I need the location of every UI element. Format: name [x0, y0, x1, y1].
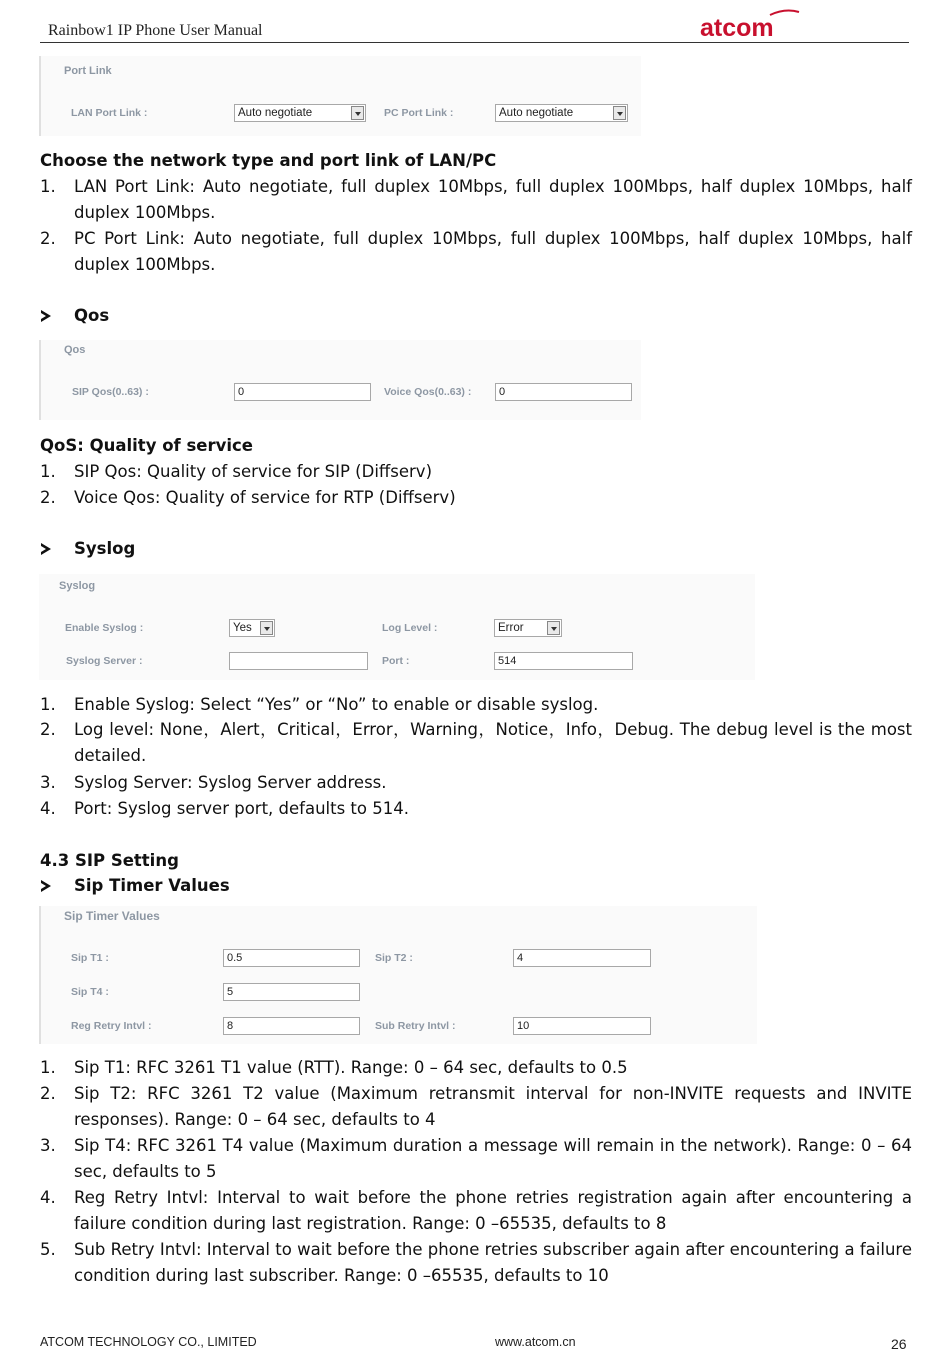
lan-port-link-value: Auto negotiate: [238, 107, 313, 119]
list-number: 3.: [40, 1136, 56, 1155]
list-number: 2.: [40, 229, 56, 248]
chevron-down-icon[interactable]: [351, 106, 364, 120]
sip-t2-input[interactable]: 4: [513, 949, 651, 967]
voice-qos-label: Voice Qos(0..63) :: [384, 386, 472, 398]
list-item: PC Port Link: Auto negotiate, full duplex 10Mbps, full duplex 100Mbps, half duplex 10Mbps, half duplex 100Mbps.: [74, 229, 912, 274]
panel-title: Sip Timer Values: [64, 909, 160, 923]
sip-timer-panel: [39, 906, 757, 1044]
qos-description-heading: QoS: Quality of service: [40, 436, 253, 455]
sip-t1-label: Sip T1 :: [71, 952, 109, 964]
chevron-down-icon[interactable]: [547, 621, 560, 635]
list-number: 5.: [40, 1240, 56, 1259]
bullet-arrow-icon: [41, 880, 51, 892]
sip-timer-heading: Sip Timer Values: [74, 876, 230, 895]
syslog-port-input[interactable]: 514: [494, 652, 633, 670]
sub-retry-input[interactable]: 10: [513, 1017, 651, 1035]
list-item: Sip T4: RFC 3261 T4 value (Maximum duration a message will remain in the network). Range: 0 – 64 sec, defaults to 5: [74, 1136, 912, 1181]
enable-syslog-select[interactable]: [229, 619, 275, 637]
port-link-panel: [39, 56, 641, 136]
list-item: Voice Qos: Quality of service for RTP (Diffserv): [74, 488, 456, 507]
reg-retry-input[interactable]: 8: [223, 1017, 360, 1035]
sub-retry-label: Sub Retry Intvl :: [375, 1020, 456, 1032]
syslog-panel: [39, 574, 755, 680]
lan-port-link-label: LAN Port Link :: [71, 107, 148, 119]
port-link-heading: Choose the network type and port link of LAN/PC: [40, 151, 497, 170]
log-level-value: Error: [498, 622, 524, 634]
voice-qos-input[interactable]: 0: [495, 383, 632, 401]
list-item: Syslog Server: Syslog Server address.: [74, 773, 387, 792]
list-number: 2.: [40, 720, 56, 739]
svg-text:atcom: atcom: [700, 14, 774, 42]
port-label: Port :: [382, 655, 410, 667]
list-number: 3.: [40, 773, 56, 792]
enable-syslog-value: Yes: [233, 622, 252, 634]
header-rule: [40, 42, 909, 43]
sip-qos-label: SIP Qos(0..63) :: [72, 386, 149, 398]
sip-t2-label: Sip T2 :: [375, 952, 413, 964]
chevron-down-icon[interactable]: [613, 106, 626, 120]
section-heading: 4.3 SIP Setting: [40, 851, 179, 870]
list-item: Log level: None，Alert，Critical，Error，Warning，Notice，Info，Debug. The debug level is the most detailed.: [74, 720, 912, 765]
qos-panel: [39, 340, 641, 420]
list-item: LAN Port Link: Auto negotiate, full duplex 10Mbps, full duplex 100Mbps, half duplex 10Mbps, half duplex 100Mbps.: [74, 177, 912, 222]
list-item: Reg Retry Intvl: Interval to wait before the phone retries registration again after encountering a failure condition during last registration. Range: 0 –65535, defaults to 8: [74, 1188, 912, 1233]
list-item: Sip T1: RFC 3261 T1 value (RTT). Range: 0 – 64 sec, defaults to 0.5: [74, 1058, 628, 1077]
bullet-arrow-icon: [41, 543, 51, 555]
list-number: 4.: [40, 799, 56, 818]
list-number: 1.: [40, 1058, 56, 1077]
list-number: 4.: [40, 1188, 56, 1207]
pc-port-link-select[interactable]: [495, 104, 628, 122]
list-item: Enable Syslog: Select “Yes” or “No” to enable or disable syslog.: [74, 695, 599, 714]
footer-website: www.atcom.cn: [495, 1335, 576, 1349]
sip-qos-input[interactable]: 0: [234, 383, 371, 401]
atcom-logo: [700, 6, 800, 42]
sip-t4-label: Sip T4 :: [71, 986, 109, 998]
list-number: 1.: [40, 462, 56, 481]
log-level-label: Log Level :: [382, 622, 438, 634]
list-item: SIP Qos: Quality of service for SIP (Diffserv): [74, 462, 433, 481]
reg-retry-label: Reg Retry Intvl :: [71, 1020, 152, 1032]
syslog-server-label: Syslog Server :: [66, 655, 143, 667]
log-level-select[interactable]: [494, 619, 562, 637]
list-number: 1.: [40, 695, 56, 714]
sip-t4-input[interactable]: 5: [223, 983, 360, 1001]
list-item: Sub Retry Intvl: Interval to wait before the phone retries subscriber again after encountering a failure condition during last subscriber. Range: 0 –65535, defaults to 10: [74, 1240, 912, 1285]
panel-title: Syslog: [59, 580, 96, 592]
list-number: 1.: [40, 177, 56, 196]
list-number: 2.: [40, 1084, 56, 1103]
syslog-heading: Syslog: [74, 539, 136, 558]
list-item: Sip T2: RFC 3261 T2 value (Maximum retransmit interval for non-INVITE requests and INVITE responses). Range: 0 – 64 sec, defaults to 4: [74, 1084, 912, 1129]
panel-title: Qos: [64, 344, 86, 356]
list-item: Port: Syslog server port, defaults to 514.: [74, 799, 409, 818]
enable-syslog-label: Enable Syslog :: [65, 622, 144, 634]
sip-t1-input[interactable]: 0.5: [223, 949, 360, 967]
bullet-arrow-icon: [41, 310, 51, 322]
page-number: 26: [891, 1336, 907, 1352]
pc-port-link-label: PC Port Link :: [384, 107, 454, 119]
pc-port-link-value: Auto negotiate: [499, 107, 574, 119]
footer-company: ATCOM TECHNOLOGY CO., LIMITED: [40, 1335, 257, 1349]
panel-title: Port Link: [64, 65, 112, 77]
chevron-down-icon[interactable]: [260, 621, 273, 635]
manual-title: Rainbow1 IP Phone User Manual: [48, 22, 263, 39]
lan-port-link-select[interactable]: [234, 104, 366, 122]
syslog-server-input[interactable]: [229, 652, 368, 670]
qos-heading: Qos: [74, 306, 110, 325]
list-number: 2.: [40, 488, 56, 507]
